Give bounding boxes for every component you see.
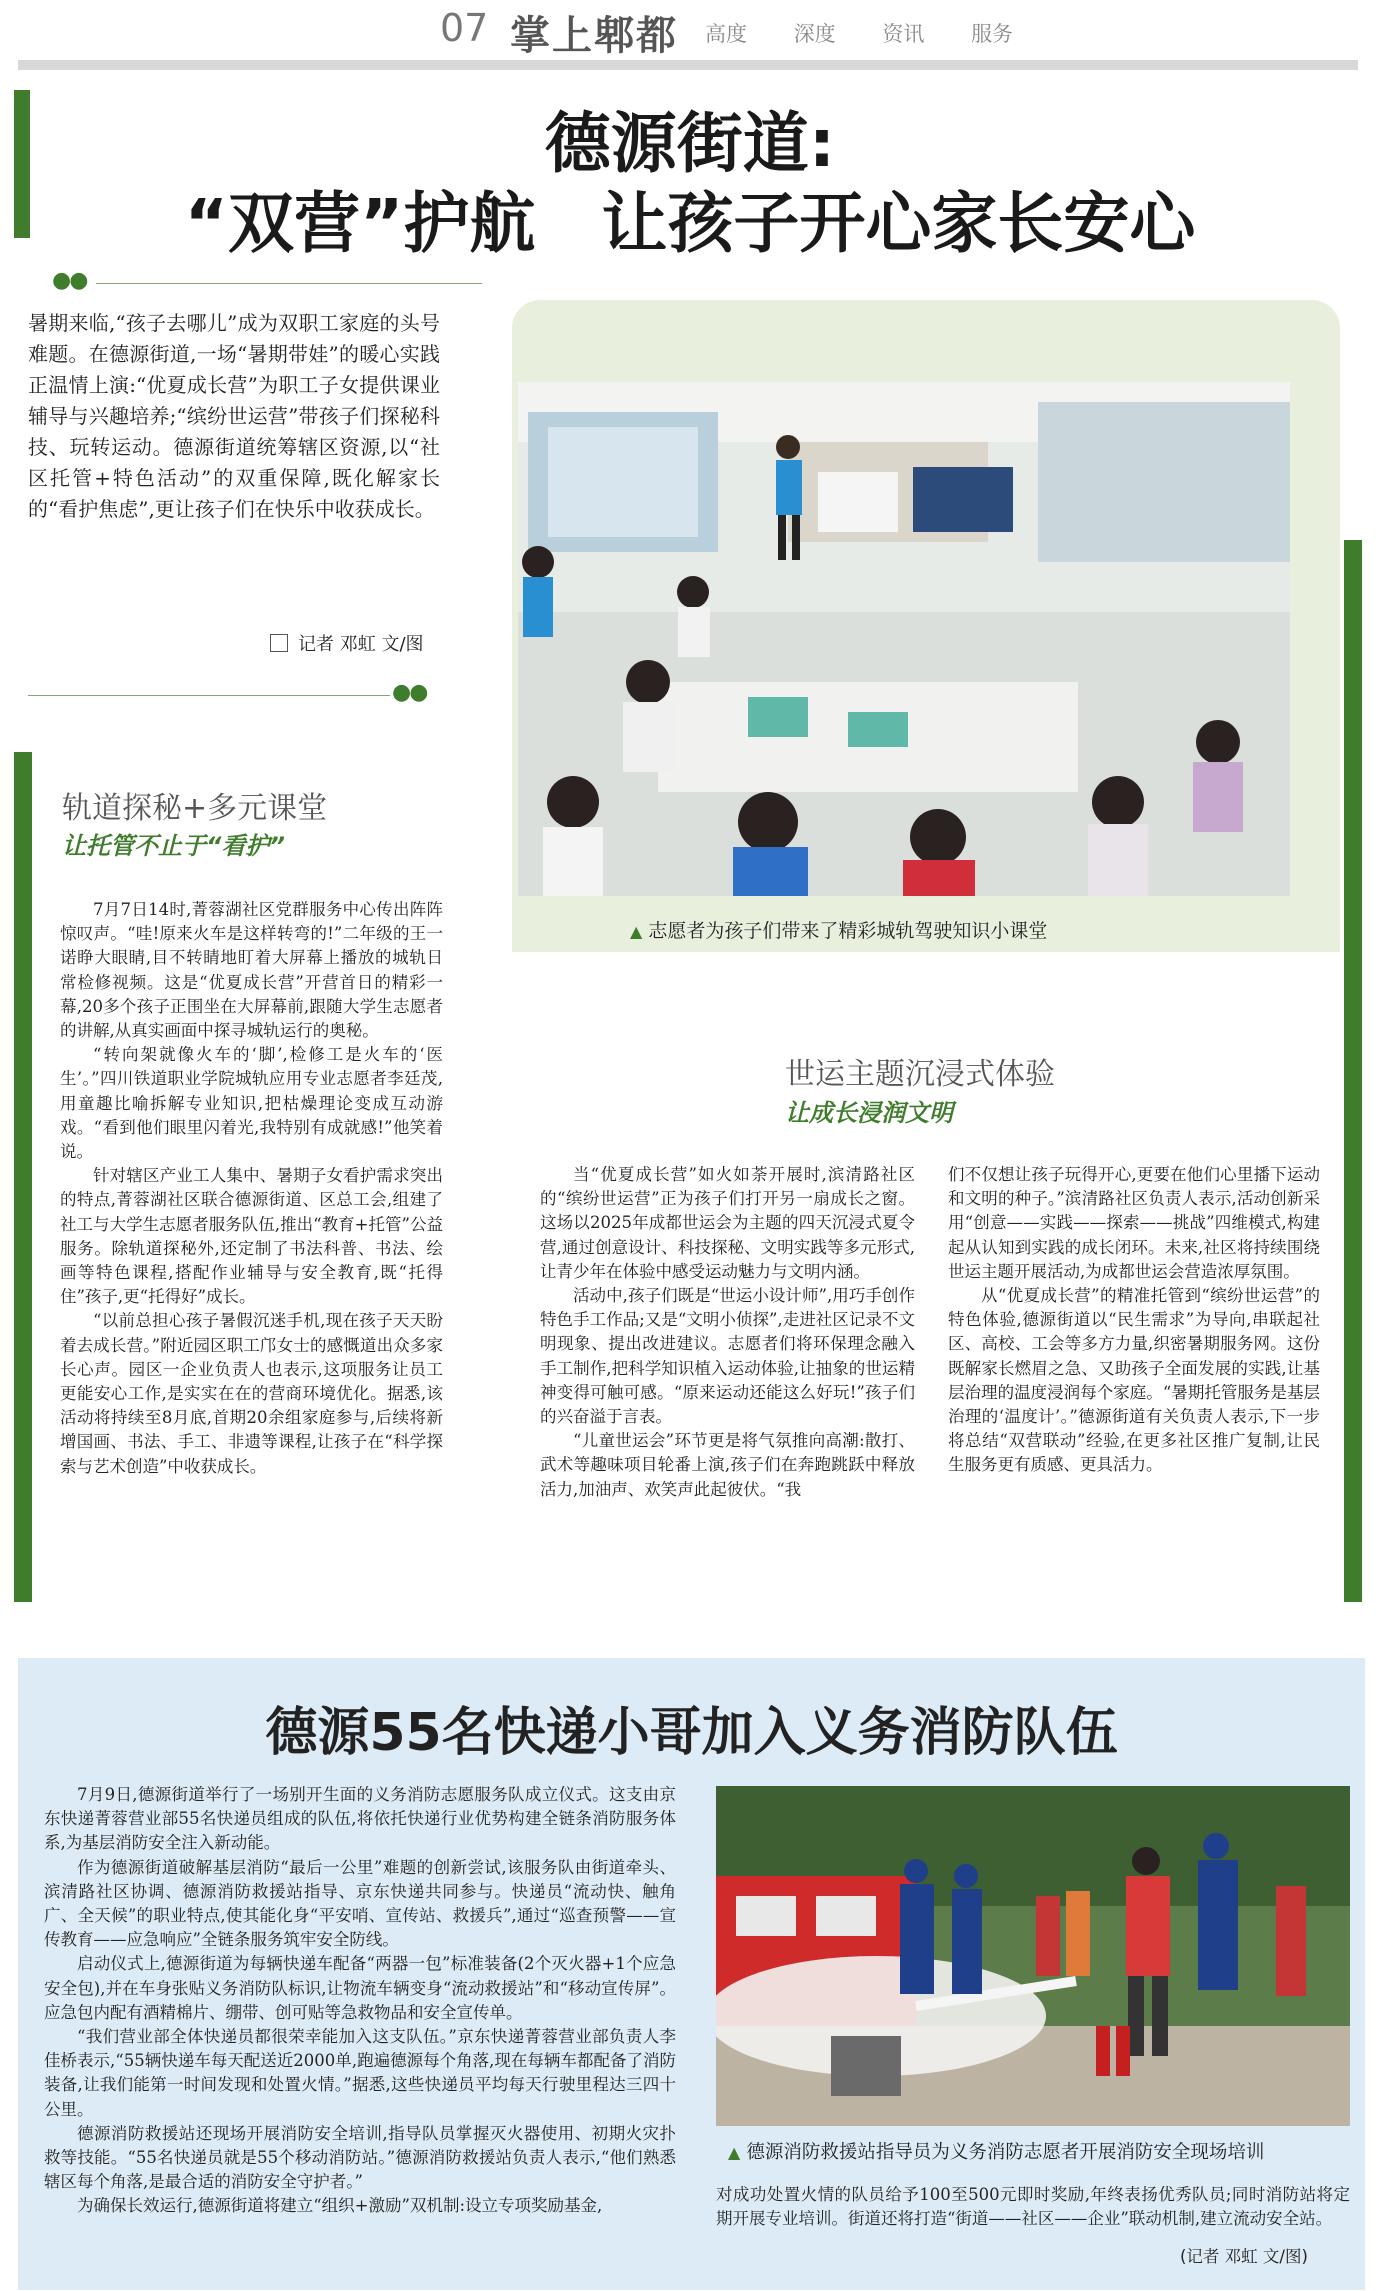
leaf-ornament-icon: ●● — [52, 268, 87, 293]
tab-shendu[interactable]: 深度 — [793, 22, 836, 46]
paragraph: “儿童世运会”环节更是将气氛推向高潮:散打、武术等趣味项目轮番上演,孩子们在奔跑跳跃中释放活力,加油声、欢笑声此起彼伏。“我 — [540, 1431, 915, 1499]
section1-subtitle: 让托管不止于“看护” — [62, 832, 285, 860]
tab-zixun[interactable]: 资讯 — [882, 22, 925, 46]
page-number: 07 — [440, 6, 489, 50]
paragraph: 启动仪式上,德源街道为每辆快递车配备“两器一包”标准装备(2个灭火器+1个应急安全包),并在车身张贴义务消防队标识,让物流车辆变身“流动救援站”和“移动宣传屏”。应急包内配有酒精棉片、绷带、创可贴等急救物品和安全宣传单。 — [44, 1954, 676, 2022]
section2-subtitle: 让成长浸润文明 — [785, 1099, 953, 1127]
photo2-caption: ▲ 德源消防救援站指导员为义务消防志愿者开展消防安全现场培训 — [728, 2142, 1265, 2163]
paragraph: 作为德源街道破解基层消防“最后一公里”难题的创新尝试,该服务队由街道牵头、滨清路社区协调、德源消防救援站指导、京东快递共同参与。快递员“流动快、触角广、全天候”的职业特点,使其能化身“平安哨、宣传站、救援兵”,通过“巡查预警——宣传教育——应急响应”全链条服务筑牢安全防线。 — [44, 1857, 676, 1950]
article-lead: 暑期来临,“孩子去哪儿”成为双职工家庭的头号难题。在德源街道,一场“暑期带娃”的暖心实践正温情上演:“优夏成长营”为职工子女提供课业辅导与兴趣培养;“缤纷世运营”带孩子们探秘科技、玩转运动。德源街道统筹辖区资源,以“社区托管+特色活动”的双重保障,既化解家长的“看护焦虑”,更让孩子们在快乐中收获成长。 — [28, 311, 440, 521]
paragraph: 从“优夏成长营”的精准托管到“缤纷世运营”的特色体验,德源街道以“民生需求”为导向,串联起社区、高校、工会等多方力量,织密暑期服务网。这份既解家长燃眉之急、又助孩子全面发展的实践,让基层治理的温度浸润每个家庭。“暑期托管服务是基层治理的‘温度计’。”德源街道有关负责人表示,下一步将总结“双营联动”经验,在更多社区推广复制,让民生服务更有质感、更具活力。 — [948, 1286, 1320, 1475]
caption-triangle-icon: ▲ — [728, 2143, 741, 2162]
paragraph: 为确保长效运行,德源街道将建立“组织+激励”双机制:设立专项奖励基金, — [77, 2196, 603, 2216]
paragraph: 7月7日14时,菁蓉湖社区党群服务中心传出阵阵惊叹声。“哇!原来火车是这样转弯的!”二年级的王一诺睁大眼睛,目不转睛地盯着大屏幕上播放的城轨日常检修视频。这是“优夏成长营”开营首日的精彩一幕,20多个孩子正围坐在大屏幕前,跟随大学生志愿者的讲解,从真实画面中探寻城轨运行的奥秘。 — [60, 900, 443, 1041]
tab-fuwu[interactable]: 服务 — [971, 22, 1014, 46]
tab-gaodu[interactable]: 高度 — [705, 22, 747, 46]
lead-bottom-rule — [28, 695, 390, 696]
fire-training-photo — [716, 1786, 1350, 2126]
header-tabs — [705, 18, 1035, 48]
article2-body — [44, 1783, 676, 2219]
byline-box-icon — [270, 634, 288, 652]
right-accent-bar — [1344, 540, 1362, 1602]
paragraph: 德源消防救援站还现场开展消防安全培训,指导队员掌握灭火器使用、初期火灾扑救等技能。“55名快递员就是55个移动消防站。”德源消防救援站负责人表示,“他们熟悉辖区每个角落,是最合适的消防安全守护者。” — [44, 2123, 676, 2192]
paragraph: “我们营业部全体快递员都很荣幸能加入这支队伍。”京东快递菁蓉营业部负责人李佳桥表示,“55辆快递车每天配送近2000单,跑遍德源每个角落,现在每辆车都配备了消防装备,让我们能第一时间发现和处置火情。”据悉,这些快递员平均每天行驶里程达三四十公里。 — [44, 2027, 676, 2119]
paragraph: 活动中,孩子们既是“世运小设计师”,用巧手创作特色手工作品;又是“文明小侦探”,走进社区记录不文明现象、提出改进建议。志愿者们将环保理念融入手工制作,把科学知识植入运动体验,让抽象的世运精神变得可触可感。“原来运动还能这么好玩!”孩子们的兴奋溢于言表。 — [540, 1286, 915, 1427]
article2-title: 德源55名快递小哥加入义务消防队伍 — [265, 1703, 1118, 1763]
section1-body — [60, 898, 443, 1479]
paragraph: “以前总担心孩子暑假沉迷手机,现在孩子天天盼着去成长营。”附近园区职工邝女士的感慨道出众多家长心声。园区一企业负责人也表示,这项服务让员工更能安心工作,是实实在在的营商环境优化。据悉,该活动将持续至8月底,首期20余组家庭参与,后续将新增国画、书法、手工、非遗等课程,让孩子在“科学探索与艺术创造”中收获成长。 — [60, 1311, 443, 1476]
article2-body-cont — [716, 2183, 1350, 2231]
section2-col2 — [948, 1163, 1320, 1478]
paragraph: 针对辖区产业工人集中、暑期子女看护需求突出的特点,菁蓉湖社区联合德源街道、区总工会,组建了社工与大学生志愿者服务队伍,推出“教育+托管”公益服务。除轨道探秘外,还定制了书法科普、书法、绘画等特色课程,搭配作业辅导与安全教育,既“托得住”孩子,更“托得好”成长。 — [60, 1166, 443, 1307]
byline: 记者 邓虹 文/图 — [270, 630, 424, 656]
fire-training-illustration — [716, 1786, 1350, 2126]
classroom-photo — [518, 382, 1290, 896]
caption-triangle-icon: ▲ — [630, 922, 643, 941]
paragraph: 们不仅想让孩子玩得开心,更要在他们心里播下运动和文明的种子。”滨清路社区负责人表示,活动创新采用“创意——实践——探索——挑战”四维模式,构建起从认知到实践的成长闭环。未来,社区将持续围绕世运主题开展活动,为成都世运会营造浓厚氛围。 — [948, 1165, 1320, 1281]
section1-title: 轨道探秘+多元课堂 — [62, 791, 328, 826]
section-accent-bar — [14, 752, 32, 1602]
paragraph: 当“优夏成长营”如火如荼开展时,滨清路社区的“缤纷世运营”正为孩子们打开另一扇成长之窗。这场以2025年成都世运会为主题的四天沉浸式夏令营,通过创意设计、科技探秘、文明实践等多元形式,让青少年在体验中感受运动魅力与文明内涵。 — [540, 1165, 915, 1281]
section2-col1 — [540, 1163, 915, 1502]
header-divider — [18, 60, 1358, 70]
paragraph: “转向架就像火车的‘脚’,检修工是火车的‘医生’。”四川铁道职业学院城轨应用专业志愿者李廷茂,用童趣比喻拆解专业知识,把枯燥理论变成互动游戏。“看到他们眼里闪着光,我特别有成就感!”他笑着说。 — [60, 1045, 443, 1162]
section2-title: 世运主题沉浸式体验 — [785, 1057, 1055, 1092]
paragraph: 对成功处置火情的队员给予100至500元即时奖励,年终表扬优秀队员;同时消防站将定期开展专业培训。街道还将打造“街道——社区——企业”联动机制,建立流动安全站。 — [716, 2185, 1350, 2229]
column-name: 掌上郫都 — [510, 13, 678, 59]
article-title-line1: 德源街道: — [544, 105, 836, 182]
lead-top-rule — [96, 283, 482, 284]
paragraph: 7月9日,德源街道举行了一场别开生面的义务消防志愿服务队成立仪式。这支由京东快递菁蓉营业部55名快递员组成的队伍,将依托快递行业优势构建全链条消防服务体系,为基层消防安全注入新动能。 — [44, 1785, 676, 1853]
article2-credit: (记者 邓虹 文/图) — [1180, 2247, 1308, 2266]
photo1-caption: ▲ 志愿者为孩子们带来了精彩城轨驾驶知识小课堂 — [630, 920, 1048, 942]
article-title-line2: “双营”护航 让孩子开心家长安心 — [184, 185, 1196, 262]
classroom-photo-illustration — [518, 382, 1290, 896]
leaf-ornament-icon: ●● — [392, 680, 427, 705]
